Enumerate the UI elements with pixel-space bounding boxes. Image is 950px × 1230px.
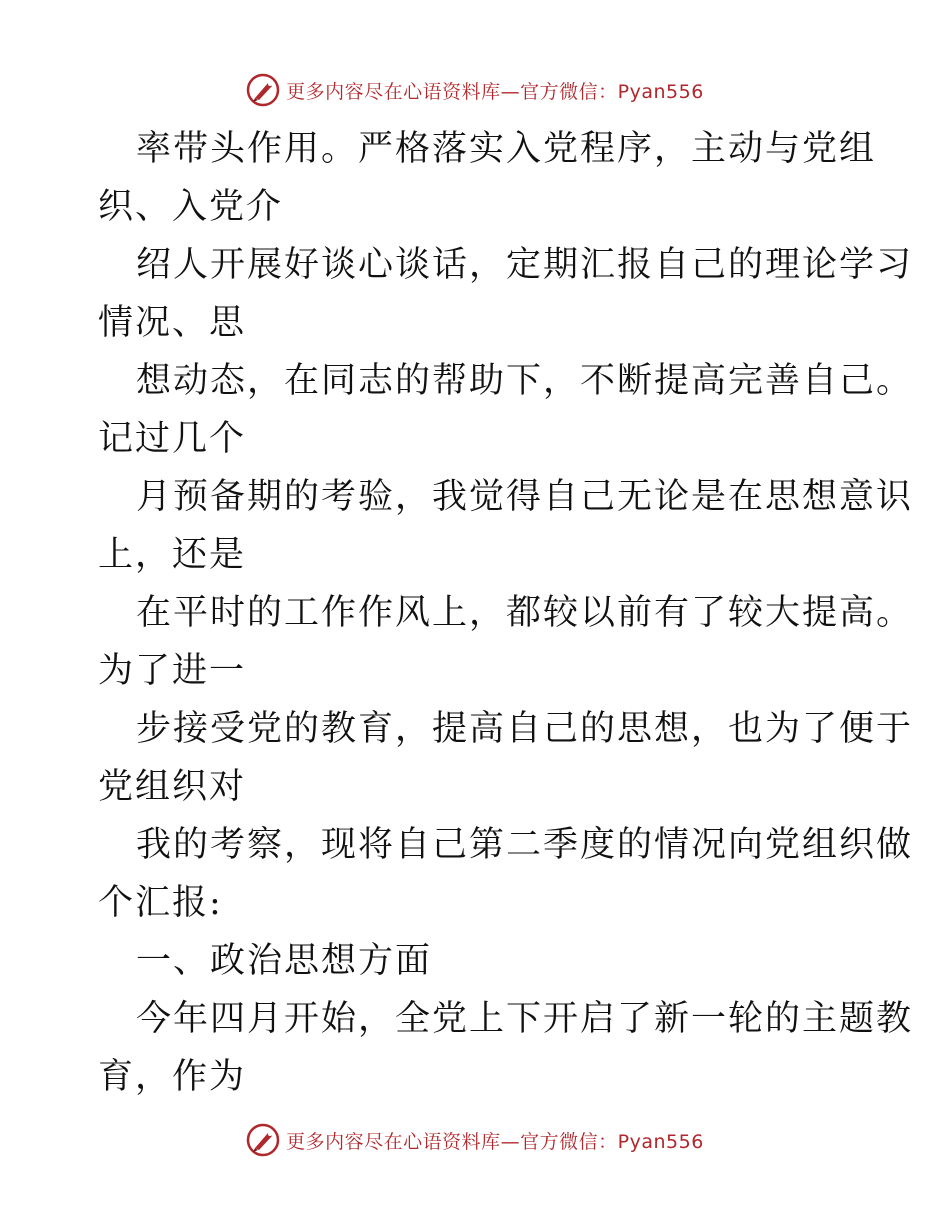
body-line: 想动态，在同志的帮助下，不断提高完善自己。 bbox=[136, 361, 914, 401]
body-line: 党组织对 bbox=[98, 767, 247, 807]
body-line: 步接受党的教育，提高自己的思想，也为了便于 bbox=[136, 709, 914, 749]
body-line: 记过几个 bbox=[98, 419, 247, 459]
pen-logo-icon bbox=[246, 73, 280, 107]
body-line: 织、入党介 bbox=[98, 187, 284, 227]
body-line: 上，还是 bbox=[98, 535, 247, 575]
body-line: 绍人开展好谈心谈话，定期汇报自己的理论学习 bbox=[136, 245, 914, 285]
header-banner bbox=[0, 70, 950, 110]
body-line: 育，作为 bbox=[98, 1057, 247, 1097]
body-line: 个汇报: bbox=[98, 883, 223, 923]
header-banner-text: 更多内容尽在心语资料库—官方微信：Pyan556 bbox=[286, 80, 704, 103]
body-line: 情况、思 bbox=[98, 303, 247, 343]
body-line: 率带头作用。严格落实入党程序，主动与党组 bbox=[136, 129, 877, 169]
footer-banner-text: 更多内容尽在心语资料库—官方微信：Pyan556 bbox=[286, 1130, 704, 1153]
body-line: 为了进一 bbox=[98, 651, 247, 691]
body-line: 我的考察，现将自己第二季度的情况向党组织做 bbox=[136, 825, 914, 865]
body-line: 月预备期的考验，我觉得自己无论是在思想意识 bbox=[136, 477, 914, 517]
document-body bbox=[98, 120, 914, 1106]
body-line: 在平时的工作作风上，都较以前有了较大提高。 bbox=[136, 593, 914, 633]
body-line: 今年四月开始，全党上下开启了新一轮的主题教 bbox=[136, 999, 914, 1039]
section-heading: 一、政治思想方面 bbox=[136, 941, 433, 981]
footer-banner bbox=[0, 1120, 950, 1160]
pen-logo-icon bbox=[246, 1123, 280, 1157]
